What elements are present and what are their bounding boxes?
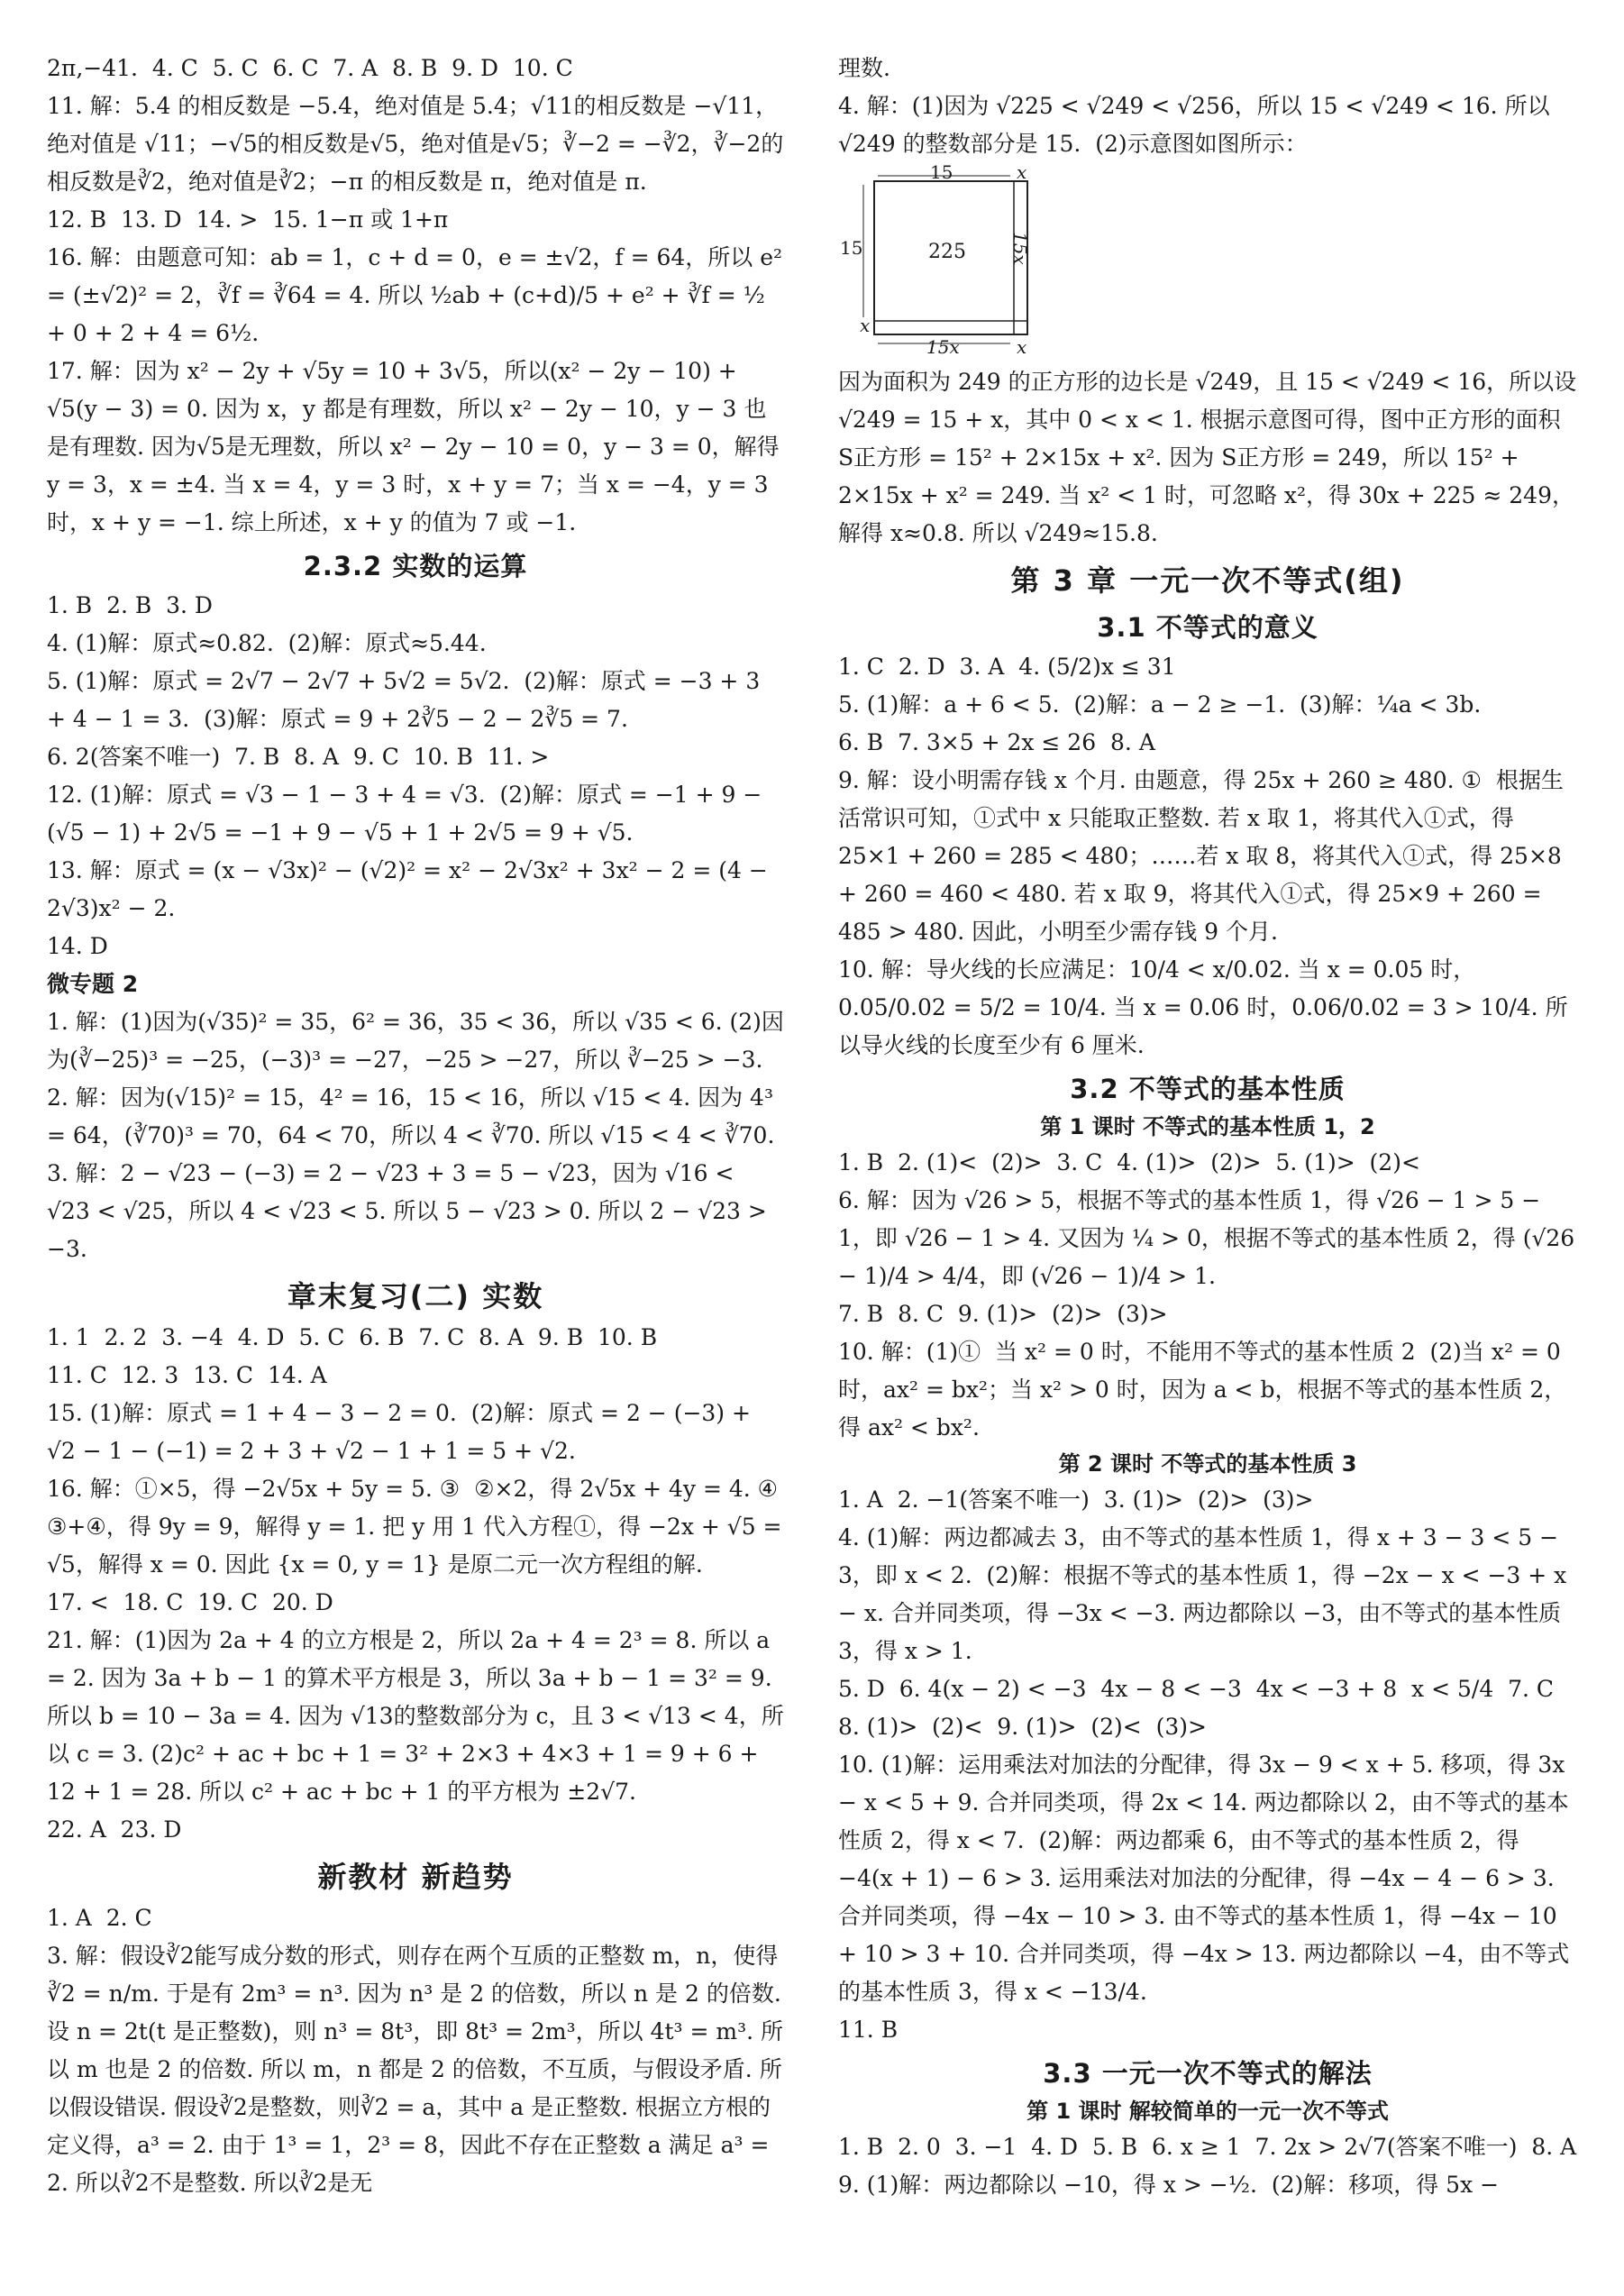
answer-paragraph: 10. (1)解：运用乘法对加法的分配律，得 3x − 9 < x + 5. 移项，得 3x − x < 5 + 9. 合并同类项，得 2x < 14. 两边都除以 2，由不等式的基本性质 2，得 x < 7. (2)解：两边都乘 6，由不等式的基本性质 2，得 −4(x + 1) − 6 > 3. 运用乘法对加法的分配律，得 −4x − 4 − 6 > 3. 合并同类项，得 −4x − 10 > 3. 由不等式的基本性质 1，得 −4x − 10 + 10 > 3 + 10. 合并同类项，得 −4x > 13. 两边都除以 −4，由不等式的基本性质 3，得 x < −13/4. — [838, 1752, 1573, 2005]
lesson-heading: 第 1 课时 解较简单的一元一次不等式 — [1026, 2099, 1389, 2124]
section-heading: 3.1 不等式的意义 — [1097, 612, 1318, 643]
answer-paragraph: 16. 解：由题意可知：ab = 1，c + d = 0，e = ±√2，f = 64，所以 e² = (±√2)² = 2，∛f = ∛64 = 4. 所以 ½ab + (c+d)/5 + e² + ∛f = ½ + 0 + 2 + 4 = 6½. — [47, 244, 789, 346]
answer-paragraph: 4. (1)解：原式≈0.82. (2)解：原式≈5.44. — [47, 630, 487, 656]
answer-paragraph: 11. B — [838, 2017, 899, 2043]
answer-paragraph: 14. D — [47, 933, 108, 959]
answer-paragraph: 2. 解：因为(√15)² = 15，4² = 16，15 < 16，所以 √15 < 4. 因为 4³ = 64，(∛70)³ = 70，64 < 70，所以 4 < ∛70. 所以 √15 < 4 < ∛70. — [47, 1084, 780, 1148]
answer-paragraph: 11. C 12. 3 13. C 14. A — [47, 1362, 327, 1388]
answer-paragraph: 2π,−41. 4. C 5. C 6. C 7. A 8. B 9. D 10. C — [47, 55, 573, 81]
answer-paragraph: 6. 解：因为 √26 > 5，根据不等式的基本性质 1，得 √26 − 1 > 5 − 1，即 √26 − 1 > 4. 又因为 ¼ > 0，根据不等式的基本性质 2，得 (√26 − 1)/4 > 4/4，即 (√26 − 1)/4 > 1. — [838, 1187, 1583, 1289]
answer-paragraph: 因为面积为 249 的正方形的边长是 √249，且 15 < √249 < 16，所以设 √249 = 15 + x，其中 0 < x < 1. 根据示意图可得，图中正方形的面积 S正方形 = 15² + 2×15x + x². 因为 S正方形 = 249，所以 15² + 2×15x + x² = 249. 当 x² < 1 时，可忽略 x²，得 30x + 225 ≈ 249，解得 x≈0.8. 所以 √249≈15.8. — [838, 369, 1584, 546]
answer-paragraph: 16. 解：①×5，得 −2√5x + 5y = 5. ③ ②×2，得 2√5x + 4y = 4. ④ ③+④，得 9y = 9，解得 y = 1. 把 y 用 1 代入方程①，得 −2x + √5 = √5，解得 x = 0. 因此 {x = 0, y = 1} 是原二元一次方程组的解. — [47, 1476, 792, 1578]
answer-paragraph: 1. A 2. C — [47, 1905, 152, 1931]
section-heading: 3.2 不等式的基本性质 — [1070, 1074, 1346, 1104]
answer-paragraph: 17. < 18. C 19. C 20. D — [47, 1589, 333, 1615]
chapter-heading: 第 3 章 一元一次不等式(组) — [1010, 563, 1405, 598]
answer-paragraph: 4. (1)解：两边都减去 3，由不等式的基本性质 1，得 x + 3 − 3 < 5 − 3，即 x < 2. (2)解：根据不等式的基本性质 1，得 −2x − x < −3 + x − x. 合并同类项，得 −3x < −3. 两边都除以 −3，由不等式的基本性质 3，得 x > 1. — [838, 1524, 1574, 1664]
answer-paragraph: 12. B 13. D 14. > 15. 1−π 或 1+π — [47, 206, 449, 233]
answer-paragraph: 1. B 2. 0 3. −1 4. D 5. B 6. x ≥ 1 7. 2x > 2√7(答案不唯一) 8. A — [838, 2134, 1577, 2160]
left-label: 15 — [840, 237, 863, 259]
answer-paragraph: 1. A 2. −1(答案不唯一) 3. (1)> (2)> (3)> — [838, 1486, 1314, 1513]
answer-paragraph: 7. B 8. C 9. (1)> (2)> (3)> — [838, 1301, 1168, 1327]
answer-paragraph: 理数. — [838, 55, 890, 81]
answer-paragraph: 3. 解：假设∛2能写成分数的形式，则存在两个互质的正整数 m，n，使得∛2 = n/m. 于是有 2m³ = n³. 因为 n³ 是 2 的倍数，所以 n 是 2 的倍数. 设 n = 2t(t 是正整数)，则 n³ = 8t³，即 8t³ = 2m³，所以 4t³ = m³. 所以 m 也是 2 的倍数. 所以 m，n 都是 2 的倍数，不互质，与假设矛盾. 所以假设错误. 假设∛2是整数，则∛2 = a，其中 a 是正整数. 根据立方根的定义得，a³ = 2. 由于 1³ = 1，2³ = 8，因此不存在正整数 a 满足 a³ = 2. 所以∛2不是整数. 所以∛2是无 — [47, 1943, 789, 2196]
chapter-heading: 章末复习(二) 实数 — [287, 1279, 544, 1313]
answer-paragraph: 17. 解：因为 x² − 2y + √5y = 10 + 3√5，所以(x² − 2y − 10) + √5(y − 3) = 0. 因为 x，y 都是有理数，所以 x² − 2y − 10，y − 3 也是有理数. 因为√5是无理数，所以 x² − 2y − 10 = 0，y − 3 = 0，解得 y = 3，x = ±4. 当 x = 4，y = 3 时，x + y = 7；当 x = −4，y = 3 时，x + y = −1. 综上所述，x + y 的值为 7 或 −1. — [47, 358, 787, 535]
answer-paragraph: 5. (1)解：a + 6 < 5. (2)解：a − 2 ≥ −1. (3)解：¼a < 3b. — [838, 691, 1482, 718]
right-column — [838, 50, 1584, 2204]
answer-paragraph: 5. D 6. 4(x − 2) < −3 4x − 8 < −3 4x < −3 + 8 x < 5/4 7. C — [838, 1676, 1555, 1702]
answer-paragraph: 15. (1)解：原式 = 1 + 4 − 3 − 2 = 0. (2)解：原式 = 2 − (−3) + √2 − 1 − (−1) = 2 + 3 + √2 − 1 + 1 = 5 + √2. — [47, 1400, 758, 1464]
right-column-top — [838, 50, 1577, 163]
answer-paragraph: 9. (1)解：两边都除以 −10，得 x > −½. (2)解：移项，得 5x − — [838, 2172, 1500, 2198]
answer-paragraph: 10. 解：(1)① 当 x² = 0 时，不能用不等式的基本性质 2 (2)当 x² = 0 时，ax² = bx²；当 x² > 0 时，因为 a < b，根据不等式的基本性质 2，得 ax² < bx². — [838, 1339, 1568, 1441]
chapter-heading: 新教材 新趋势 — [317, 1860, 514, 1894]
corner-x-left: x — [860, 315, 871, 336]
answer-paragraph: 1. B 2. (1)< (2)> 3. C 4. (1)> (2)> 5. (1)> (2)< — [838, 1149, 1420, 1175]
answer-paragraph: 1. 1 2. 2 3. −4 4. D 5. C 6. B 7. C 8. A 9. B 10. B — [47, 1324, 658, 1350]
corner-x-bottom: x — [1017, 336, 1027, 358]
answer-paragraph: 1. 解：(1)因为(√35)² = 35，6² = 36，35 < 36，所以 √35 < 6. (2)因为(∛−25)³ = −25，(−3)³ = −27，−25 > −27，所以 ∛−25 > −3. — [47, 1009, 784, 1073]
answer-paragraph: 6. 2(答案不唯一) 7. B 8. A 9. C 10. B 11. > — [47, 744, 550, 770]
answer-paragraph: 9. 解：设小明需存钱 x 个月. 由题意，得 25x + 260 ≥ 480. ① 根据生活常识可知，①式中 x 只能取正整数. 若 x 取 1，将其代入①式，得 25×1 + 260 = 285 < 480；……若 x 取 8，将其代入①式，得 25×8 + 260 = 460 < 480. 若 x 取 9，将其代入①式，得 25×9 + 260 = 485 > 480. 因此，小明至少需存钱 9 个月. — [838, 767, 1569, 945]
section-heading: 2.3.2 实数的运算 — [303, 551, 528, 581]
bottom-label: 15x — [926, 336, 960, 358]
area-label: 225 — [928, 241, 966, 263]
corner-x-top: x — [1017, 161, 1027, 183]
answer-paragraph: 22. A 23. D — [47, 1816, 182, 1843]
answer-paragraph: 3. 解：2 − √23 − (−3) = 2 − √23 + 3 = 5 − √23，因为 √16 < √23 < √25，所以 4 < √23 < 5. 所以 5 − √23 > 0. 所以 2 − √23 > −3. — [47, 1160, 774, 1262]
top-label: 15 — [930, 161, 953, 183]
lesson-heading: 第 1 课时 不等式的基本性质 1，2 — [1040, 1114, 1375, 1139]
micro-topic-heading: 微专题 2 — [47, 971, 139, 997]
answer-paragraph: 6. B 7. 3×5 + 2x ≤ 26 8. A — [838, 729, 1155, 755]
answer-paragraph: 21. 解：(1)因为 2a + 4 的立方根是 2，所以 2a + 4 = 2³ = 8. 所以 a = 2. 因为 3a + b − 1 的算术平方根是 3，所以 3a + b − 1 = 3² = 9. 所以 b = 10 − 3a = 4. 因为 √13的整数部分为 c，且 3 < √13 < 4，所以 c = 3. (2)c² + ac + bc + 1 = 3² + 2×3 + 4×3 + 1 = 9 + 6 + 12 + 1 = 28. 所以 c² + ac + bc + 1 的平方根为 ±2√7. — [47, 1627, 784, 1805]
answer-paragraph: 13. 解：原式 = (x − √3x)² − (√2)² = x² − 2√3x² + 3x² − 2 = (4 − 2√3)x² − 2. — [47, 857, 775, 921]
answer-paragraph: 5. (1)解：原式 = 2√7 − 2√7 + 5√2 = 5√2. (2)解：原式 = −3 + 3 + 4 − 1 = 3. (3)解：原式 = 9 + 2∛5 − 2 − 2∛5 = 7. — [47, 668, 768, 732]
left-column — [47, 50, 792, 2202]
answer-paragraph: 8. (1)> (2)< 9. (1)> (2)< (3)> — [838, 1714, 1207, 1740]
answer-paragraph: 1. B 2. B 3. D — [47, 592, 213, 618]
answer-paragraph: 4. 解：(1)因为 √225 < √249 < √256，所以 15 < √249 < 16. 所以 √249 的整数部分是 15. (2)示意图如图所示： — [838, 93, 1557, 157]
right-label: 15x — [1009, 232, 1031, 265]
answer-paragraph: 1. C 2. D 3. A 4. (5/2)x ≤ 31 — [838, 654, 1176, 680]
answer-paragraph: 11. 解：5.4 的相反数是 −5.4，绝对值是 5.4；√11的相反数是 −√11，绝对值是 √11；−√5的相反数是√5，绝对值是√5；∛−2 = −∛2，∛−2的相反数是∛2，绝对值是∛2；−π 的相反数是 π，绝对值是 π. — [47, 93, 784, 195]
square-diagram — [840, 161, 1045, 358]
answer-paragraph: 10. 解：导火线的长应满足：10/4 < x/0.02. 当 x = 0.05 时，0.05/0.02 = 5/2 = 10/4. 当 x = 0.06 时，0.06/0.02 = 3 > 10/4. 所以导火线的长度至少有 6 厘米. — [838, 956, 1568, 1058]
lesson-heading: 第 2 课时 不等式的基本性质 3 — [1058, 1451, 1357, 1477]
section-heading: 3.3 一元一次不等式的解法 — [1043, 2058, 1373, 2089]
right-column-body — [838, 363, 1584, 2204]
answer-paragraph: 12. (1)解：原式 = √3 − 1 − 3 + 4 = √3. (2)解：原式 = −1 + 9 − (√5 − 1) + 2√5 = −1 + 9 − √5 + 1 + 2√5 = 9 + √5. — [47, 782, 770, 846]
